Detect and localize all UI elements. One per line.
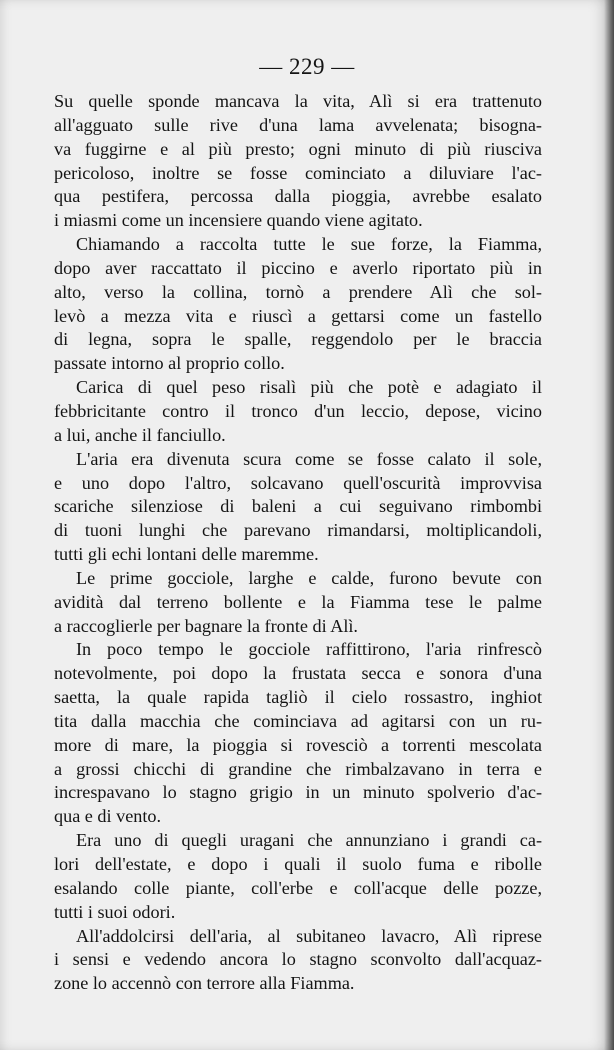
text-line: Le prime gocciole, larghe e calde, furono bevute con (76, 567, 542, 588)
text-line: di legna, sopra le spalle, reggendolo per le braccia (54, 329, 542, 350)
body-text (54, 90, 542, 996)
text-line: pericoloso, inoltre se fosse cominciato a diluviare l'ac- (54, 162, 542, 183)
text-line: notevolmente, poi dopo la frustata secca e sonora d'una (54, 663, 542, 684)
text-line: passate intorno al proprio collo. (54, 353, 285, 374)
text-line: a raccoglierle per bagnare la fronte di Alì. (54, 615, 358, 636)
text-line: di tuoni lunghi che parevano rimandarsi, moltiplicandoli, (54, 520, 542, 541)
text-line: Era uno di quegli uragani che annunziano i grandi ca- (76, 830, 542, 851)
text-line: Carica di quel peso risalì più che potè e adagiato il (76, 377, 542, 398)
page-edge-shadow (604, 0, 614, 1050)
text-line: scariche silenziose di baleni a cui seguivano rimbombi (54, 496, 542, 517)
text-line: a grossi chicchi di grandine che rimbalzavano in terra e (54, 758, 542, 779)
text-line: i sensi e vedendo ancora lo stagno sconvolto dall'acquaz- (54, 949, 542, 970)
page-number: — 229 — (259, 54, 355, 79)
text-line: esalando colle piante, coll'erbe e coll'acque delle pozze, (54, 877, 542, 898)
text-line: saetta, la quale rapida tagliò il cielo rossastro, inghiot (54, 687, 542, 708)
text-line: qua pestifera, percossa dalla pioggia, avrebbe esalato (54, 186, 542, 207)
text-line: i miasmi come un incensiere quando viene agitato. (54, 210, 423, 231)
text-line: qua e di vento. (54, 806, 162, 827)
text-line: zone lo accennò con terrore alla Fiamma. (54, 973, 355, 994)
text-line: avidità dal terreno bollente e la Fiamma tese le palme (54, 591, 542, 612)
text-line: Chiamando a raccolta tutte le sue forze, la Fiamma, (76, 234, 542, 255)
text-line: tutti i suoi odori. (54, 901, 176, 922)
text-line: dopo aver raccattato il piccino e averlo riportato più in (54, 257, 542, 278)
text-line: lori dell'estate, e dopo i quali il suolo fuma e ribolle (54, 854, 542, 874)
text-line: Su quelle sponde mancava la vita, Alì si era trattenuto (54, 91, 542, 111)
text-line: L'aria era divenuta scura come se fosse calato il sole, (76, 448, 542, 469)
text-line: alto, verso la collina, tornò a prendere Alì che sol- (54, 281, 542, 302)
text-line: febbricitante contro il tronco d'un leccio, depose, vicino (54, 400, 542, 421)
text-line: a lui, anche il fanciullo. (54, 424, 226, 445)
text-line: more di mare, la pioggia si rovesciò a torrenti mescolata (54, 734, 542, 755)
text-line: increspavano lo stagno grigio in un minuto spolverio d'ac- (54, 782, 542, 803)
text-line: e uno dopo l'altro, solcavano quell'oscurità improvvisa (54, 472, 542, 493)
text-line: tita dalla macchia che cominciava ad agitarsi con un ru- (54, 710, 542, 731)
text-line: In poco tempo le gocciole raffittirono, l'aria rinfrescò (76, 639, 542, 660)
text-line: All'addolcirsi dell'aria, al subitaneo lavacro, Alì riprese (76, 925, 542, 946)
text-line: va fuggirne e al più presto; ogni minuto di più riusciva (54, 138, 542, 159)
text-line: tutti gli echi lontani delle maremme. (54, 544, 319, 565)
text-line: levò a mezza vita e riuscì a gettarsi come un fastello (54, 305, 542, 326)
text-line: all'agguato sulle rive d'una lama avvelenata; bisogna- (54, 114, 542, 135)
